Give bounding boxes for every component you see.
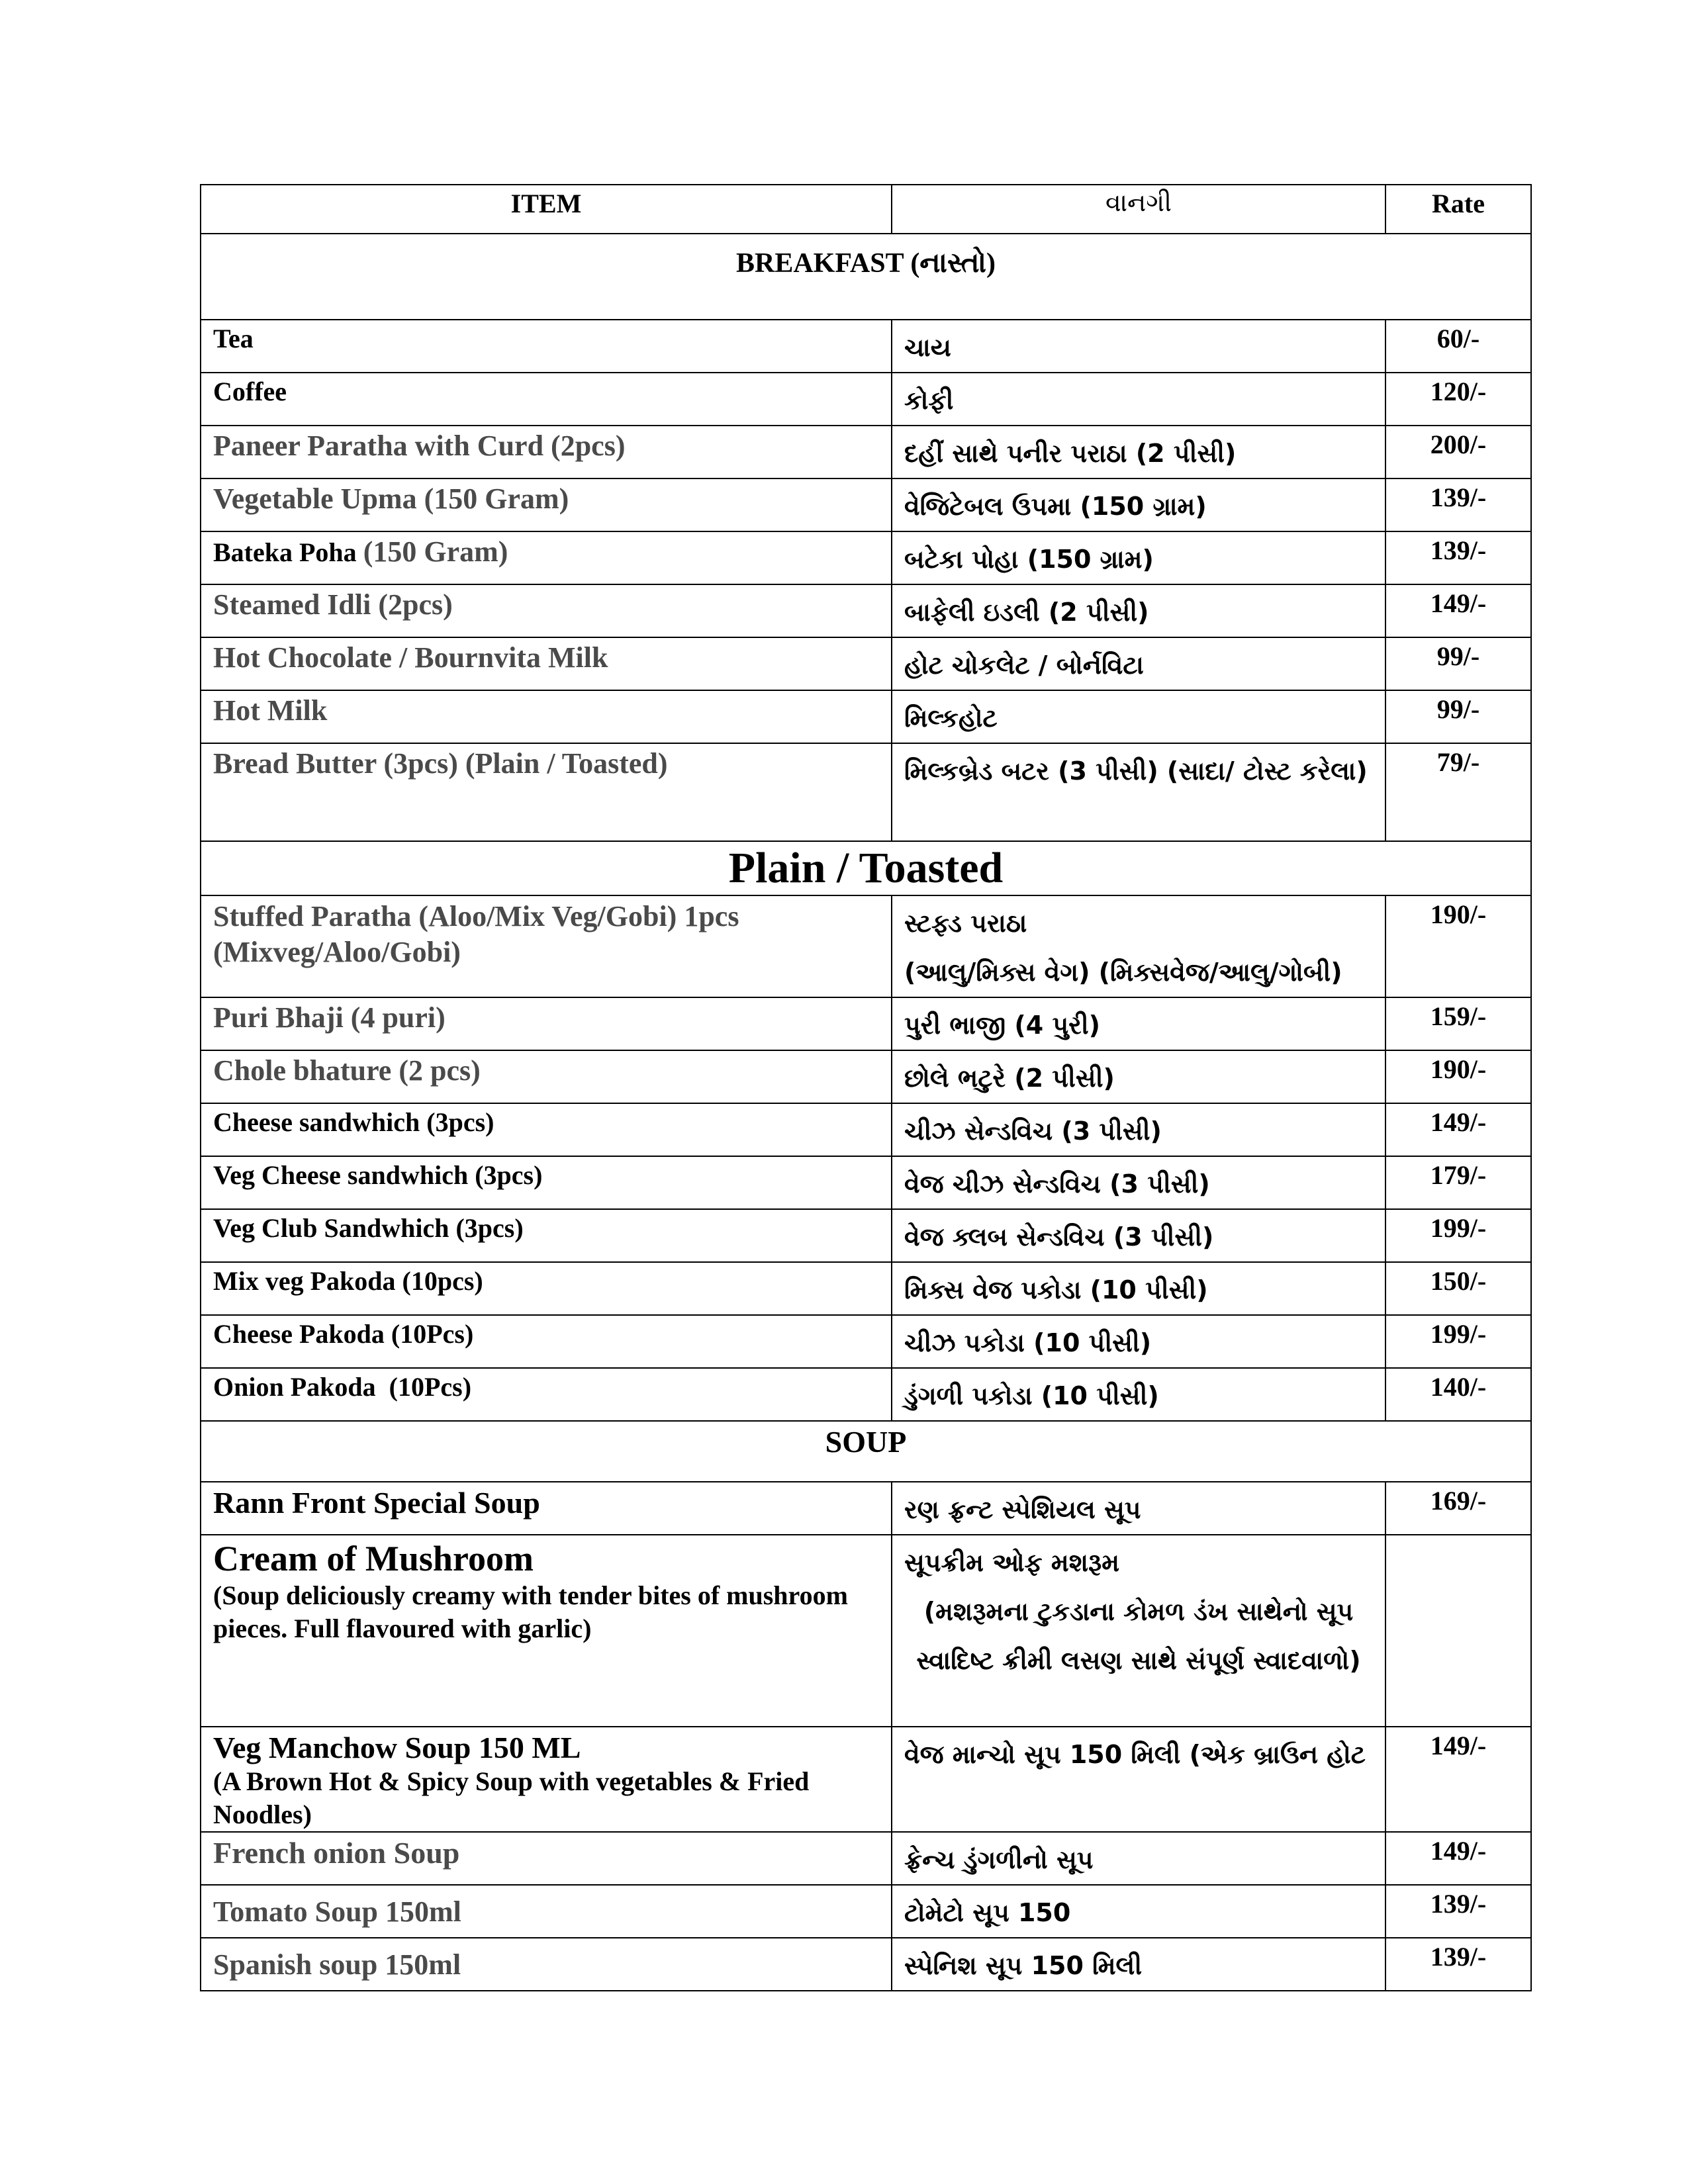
item-gujarati: ચાય bbox=[892, 320, 1385, 373]
item-rate: 190/- bbox=[1385, 895, 1531, 997]
item-rate: 149/- bbox=[1385, 1103, 1531, 1156]
item-rate: 60/- bbox=[1385, 320, 1531, 373]
item-title: Veg Manchow Soup 150 ML bbox=[213, 1731, 581, 1764]
table-row bbox=[201, 997, 1531, 1050]
table-row bbox=[201, 1315, 1531, 1368]
item-rate: 149/- bbox=[1385, 584, 1531, 637]
item-name: Spanish soup 150ml bbox=[201, 1938, 892, 1991]
item-name bbox=[201, 1727, 892, 1832]
item-rate: 149/- bbox=[1385, 1832, 1531, 1885]
item-gujarati: મિલ્કહોટ bbox=[892, 690, 1385, 743]
item-rate: 99/- bbox=[1385, 690, 1531, 743]
item-rate: 159/- bbox=[1385, 997, 1531, 1050]
item-gujarati: ડુંગળી પકોડા (10 પીસી) bbox=[892, 1368, 1385, 1421]
item-gujarati: છોલે ભટુરે (2 પીસી) bbox=[892, 1050, 1385, 1103]
item-description: (A Brown Hot & Spicy Soup with vegetables & Fried Noodles) bbox=[213, 1766, 810, 1829]
table-row bbox=[201, 637, 1531, 690]
item-name: Hot Chocolate / Bournvita Milk bbox=[201, 637, 892, 690]
item-name bbox=[201, 531, 892, 584]
item-rate: 200/- bbox=[1385, 426, 1531, 478]
item-name: Stuffed Paratha (Aloo/Mix Veg/Gobi) 1pcs (Mixveg/Aloo/Gobi) bbox=[201, 895, 892, 997]
item-rate: 139/- bbox=[1385, 478, 1531, 531]
item-rate: 79/- bbox=[1385, 743, 1531, 841]
item-gujarati: હોટ ચોકલેટ / બોર્નવિટા bbox=[892, 637, 1385, 690]
item-gujarati: મિક્સ વેજ પકોડા (10 પીસી) bbox=[892, 1262, 1385, 1315]
table-row bbox=[201, 1885, 1531, 1938]
item-rate: 120/- bbox=[1385, 373, 1531, 426]
item-name bbox=[201, 1535, 892, 1727]
gujarati-line: (આલુ/મિક્સ વેગ) (મિક્સવેજ/આલુ/ગોબી) bbox=[904, 958, 1342, 987]
item-name: Rann Front Special Soup bbox=[201, 1482, 892, 1535]
item-name: Puri Bhaji (4 puri) bbox=[201, 997, 892, 1050]
item-title: Cream of Mushroom bbox=[213, 1539, 534, 1578]
table-row bbox=[201, 1535, 1531, 1727]
item-header: ITEM bbox=[201, 185, 892, 234]
item-name: Coffee bbox=[201, 373, 892, 426]
item-name: French onion Soup bbox=[201, 1832, 892, 1885]
item-gujarati: સ્પેનિશ સૂપ 150 મિલી bbox=[892, 1938, 1385, 1991]
item-gujarati: કોફી bbox=[892, 373, 1385, 426]
item-name: Chole bhature (2 pcs) bbox=[201, 1050, 892, 1103]
item-name-main: Bateka Poha bbox=[213, 537, 357, 567]
item-name: Cheese sandwhich (3pcs) bbox=[201, 1103, 892, 1156]
item-name: Tea bbox=[201, 320, 892, 373]
item-gujarati: મિલ્કબ્રેડ બટર (3 પીસી) (સાદા/ ટોસ્ટ કરેલા) bbox=[892, 743, 1385, 841]
rate-header: Rate bbox=[1385, 185, 1531, 234]
table-row bbox=[201, 1103, 1531, 1156]
item-gujarati: બાફેલી ઇડલી (2 પીસી) bbox=[892, 584, 1385, 637]
plain-toasted-section bbox=[201, 841, 1531, 895]
table-row bbox=[201, 478, 1531, 531]
table-row bbox=[201, 1262, 1531, 1315]
item-gujarati: ચીઝ પકોડા (10 પીસી) bbox=[892, 1315, 1385, 1368]
item-gujarati: વેજ ક્લબ સેન્ડવિચ (3 પીસી) bbox=[892, 1209, 1385, 1262]
table-row bbox=[201, 373, 1531, 426]
item-gujarati bbox=[892, 895, 1385, 997]
item-name: Cheese Pakoda (10Pcs) bbox=[201, 1315, 892, 1368]
item-gujarati: વેજિટેબલ ઉપમા (150 ગ્રામ) bbox=[892, 478, 1385, 531]
item-gujarati: પુરી ભાજી (4 પુરી) bbox=[892, 997, 1385, 1050]
table-row bbox=[201, 426, 1531, 478]
item-rate: 150/- bbox=[1385, 1262, 1531, 1315]
item-gujarati: ચીઝ સેન્ડવિચ (3 પીસી) bbox=[892, 1103, 1385, 1156]
table-row bbox=[201, 320, 1531, 373]
item-name: Steamed Idli (2pcs) bbox=[201, 584, 892, 637]
item-name: Bread Butter (3pcs) (Plain / Toasted) bbox=[201, 743, 892, 841]
item-name: Tomato Soup 150ml bbox=[201, 1885, 892, 1938]
item-name: Veg Club Sandwhich (3pcs) bbox=[201, 1209, 892, 1262]
item-name: Paneer Paratha with Curd (2pcs) bbox=[201, 426, 892, 478]
item-description: (Soup deliciously creamy with tender bites of mushroom pieces. Full flavoured with garlic) bbox=[213, 1580, 848, 1643]
item-gujarati: ફ્રેન્ચ ડુંગળીનો સૂપ bbox=[892, 1832, 1385, 1885]
item-rate: 169/- bbox=[1385, 1482, 1531, 1535]
menu-table bbox=[200, 184, 1532, 1991]
item-rate: 149/- bbox=[1385, 1727, 1531, 1832]
item-rate: 99/- bbox=[1385, 637, 1531, 690]
header-row bbox=[201, 185, 1531, 234]
section-title: BREAKFAST (નાસ્તો) bbox=[201, 234, 1531, 320]
table-row bbox=[201, 690, 1531, 743]
table-row bbox=[201, 531, 1531, 584]
table-row bbox=[201, 1156, 1531, 1209]
item-name: Hot Milk bbox=[201, 690, 892, 743]
table-row bbox=[201, 1482, 1531, 1535]
item-rate: 179/- bbox=[1385, 1156, 1531, 1209]
section-title: SOUP bbox=[201, 1421, 1531, 1482]
item-name-suffix: (150 Gram) bbox=[363, 535, 508, 568]
table-row bbox=[201, 1727, 1531, 1832]
item-rate: 190/- bbox=[1385, 1050, 1531, 1103]
table-row bbox=[201, 584, 1531, 637]
item-rate: 139/- bbox=[1385, 1885, 1531, 1938]
item-name: Onion Pakoda (10Pcs) bbox=[201, 1368, 892, 1421]
item-gujarati: દહીં સાથે પનીર પરાઠા (2 પીસી) bbox=[892, 426, 1385, 478]
section-title: Plain / Toasted bbox=[201, 841, 1531, 895]
table-row bbox=[201, 743, 1531, 841]
item-gujarati: રણ ફ્રન્ટ સ્પેશિયલ સૂપ bbox=[892, 1482, 1385, 1535]
item-name: Vegetable Upma (150 Gram) bbox=[201, 478, 892, 531]
item-rate: 199/- bbox=[1385, 1315, 1531, 1368]
item-name: Veg Cheese sandwhich (3pcs) bbox=[201, 1156, 892, 1209]
table-row bbox=[201, 1209, 1531, 1262]
table-row bbox=[201, 1368, 1531, 1421]
gujarati-line: (મશરૂમના ટુકડાના કોમળ ડંખ સાથેનો સૂપ સ્વાદિષ્ટ ક્રીમી લસણ સાથે સંપૂર્ણ સ્વાદવાળો) bbox=[916, 1597, 1361, 1675]
item-rate bbox=[1385, 1535, 1531, 1727]
table-row bbox=[201, 1050, 1531, 1103]
item-gujarati: વેજ ચીઝ સેન્ડવિચ (3 પીસી) bbox=[892, 1156, 1385, 1209]
table-row bbox=[201, 1832, 1531, 1885]
item-gujarati: ટોમેટો સૂપ 150 bbox=[892, 1885, 1385, 1938]
table-row bbox=[201, 895, 1531, 997]
item-gujarati: વેજ માન્ચો સૂપ 150 મિલી (એક બ્રાઉન હોટ bbox=[892, 1727, 1385, 1832]
gujarati-header: વાનગી bbox=[892, 185, 1385, 234]
item-rate: 199/- bbox=[1385, 1209, 1531, 1262]
breakfast-section bbox=[201, 234, 1531, 320]
table-row bbox=[201, 1938, 1531, 1991]
soup-section bbox=[201, 1421, 1531, 1482]
item-gujarati bbox=[892, 1535, 1385, 1727]
item-rate: 140/- bbox=[1385, 1368, 1531, 1421]
gujarati-line: સૂપક્રીમ ઓફ મશરૂમ bbox=[904, 1548, 1120, 1577]
item-name: Mix veg Pakoda (10pcs) bbox=[201, 1262, 892, 1315]
item-gujarati: બટેકા પોહા (150 ગ્રામ) bbox=[892, 531, 1385, 584]
item-rate: 139/- bbox=[1385, 1938, 1531, 1991]
gujarati-line: સ્ટફ્ડ પરાઠા bbox=[904, 909, 1027, 938]
item-rate: 139/- bbox=[1385, 531, 1531, 584]
